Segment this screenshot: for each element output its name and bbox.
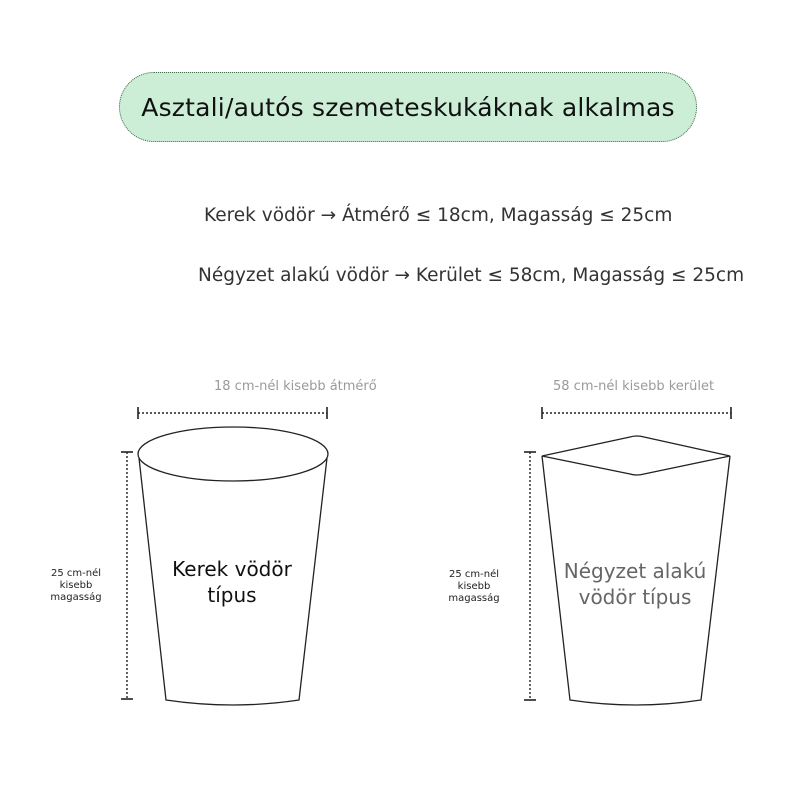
square-height-dimension-line [524,452,536,700]
round-bucket-name: Kerek vödör típus [172,557,292,607]
round-width-label: 18 cm-nél kisebb átmérő [214,379,377,394]
title-text: Asztali/autós szemeteskukáknak alkalmas [141,92,675,122]
round-height-dimension-line [121,452,133,699]
round-height-label: 25 cm-nél kisebb magasság [50,568,102,603]
round-bucket-spec: Kerek vödör → Átmérő ≤ 18cm, Magasság ≤ 25cm [204,205,673,226]
square-bucket-spec: Négyzet alakú vödör → Kerület ≤ 58cm, Magasság ≤ 25cm [198,265,745,286]
square-width-dimension-line [542,407,731,419]
round-width-dimension-line [138,407,327,419]
square-height-label: 25 cm-nél kisebb magasság [448,569,500,604]
square-width-label: 58 cm-nél kisebb kerület [553,379,715,394]
square-bucket-name: Négyzet alakú vödör típus [563,559,707,609]
